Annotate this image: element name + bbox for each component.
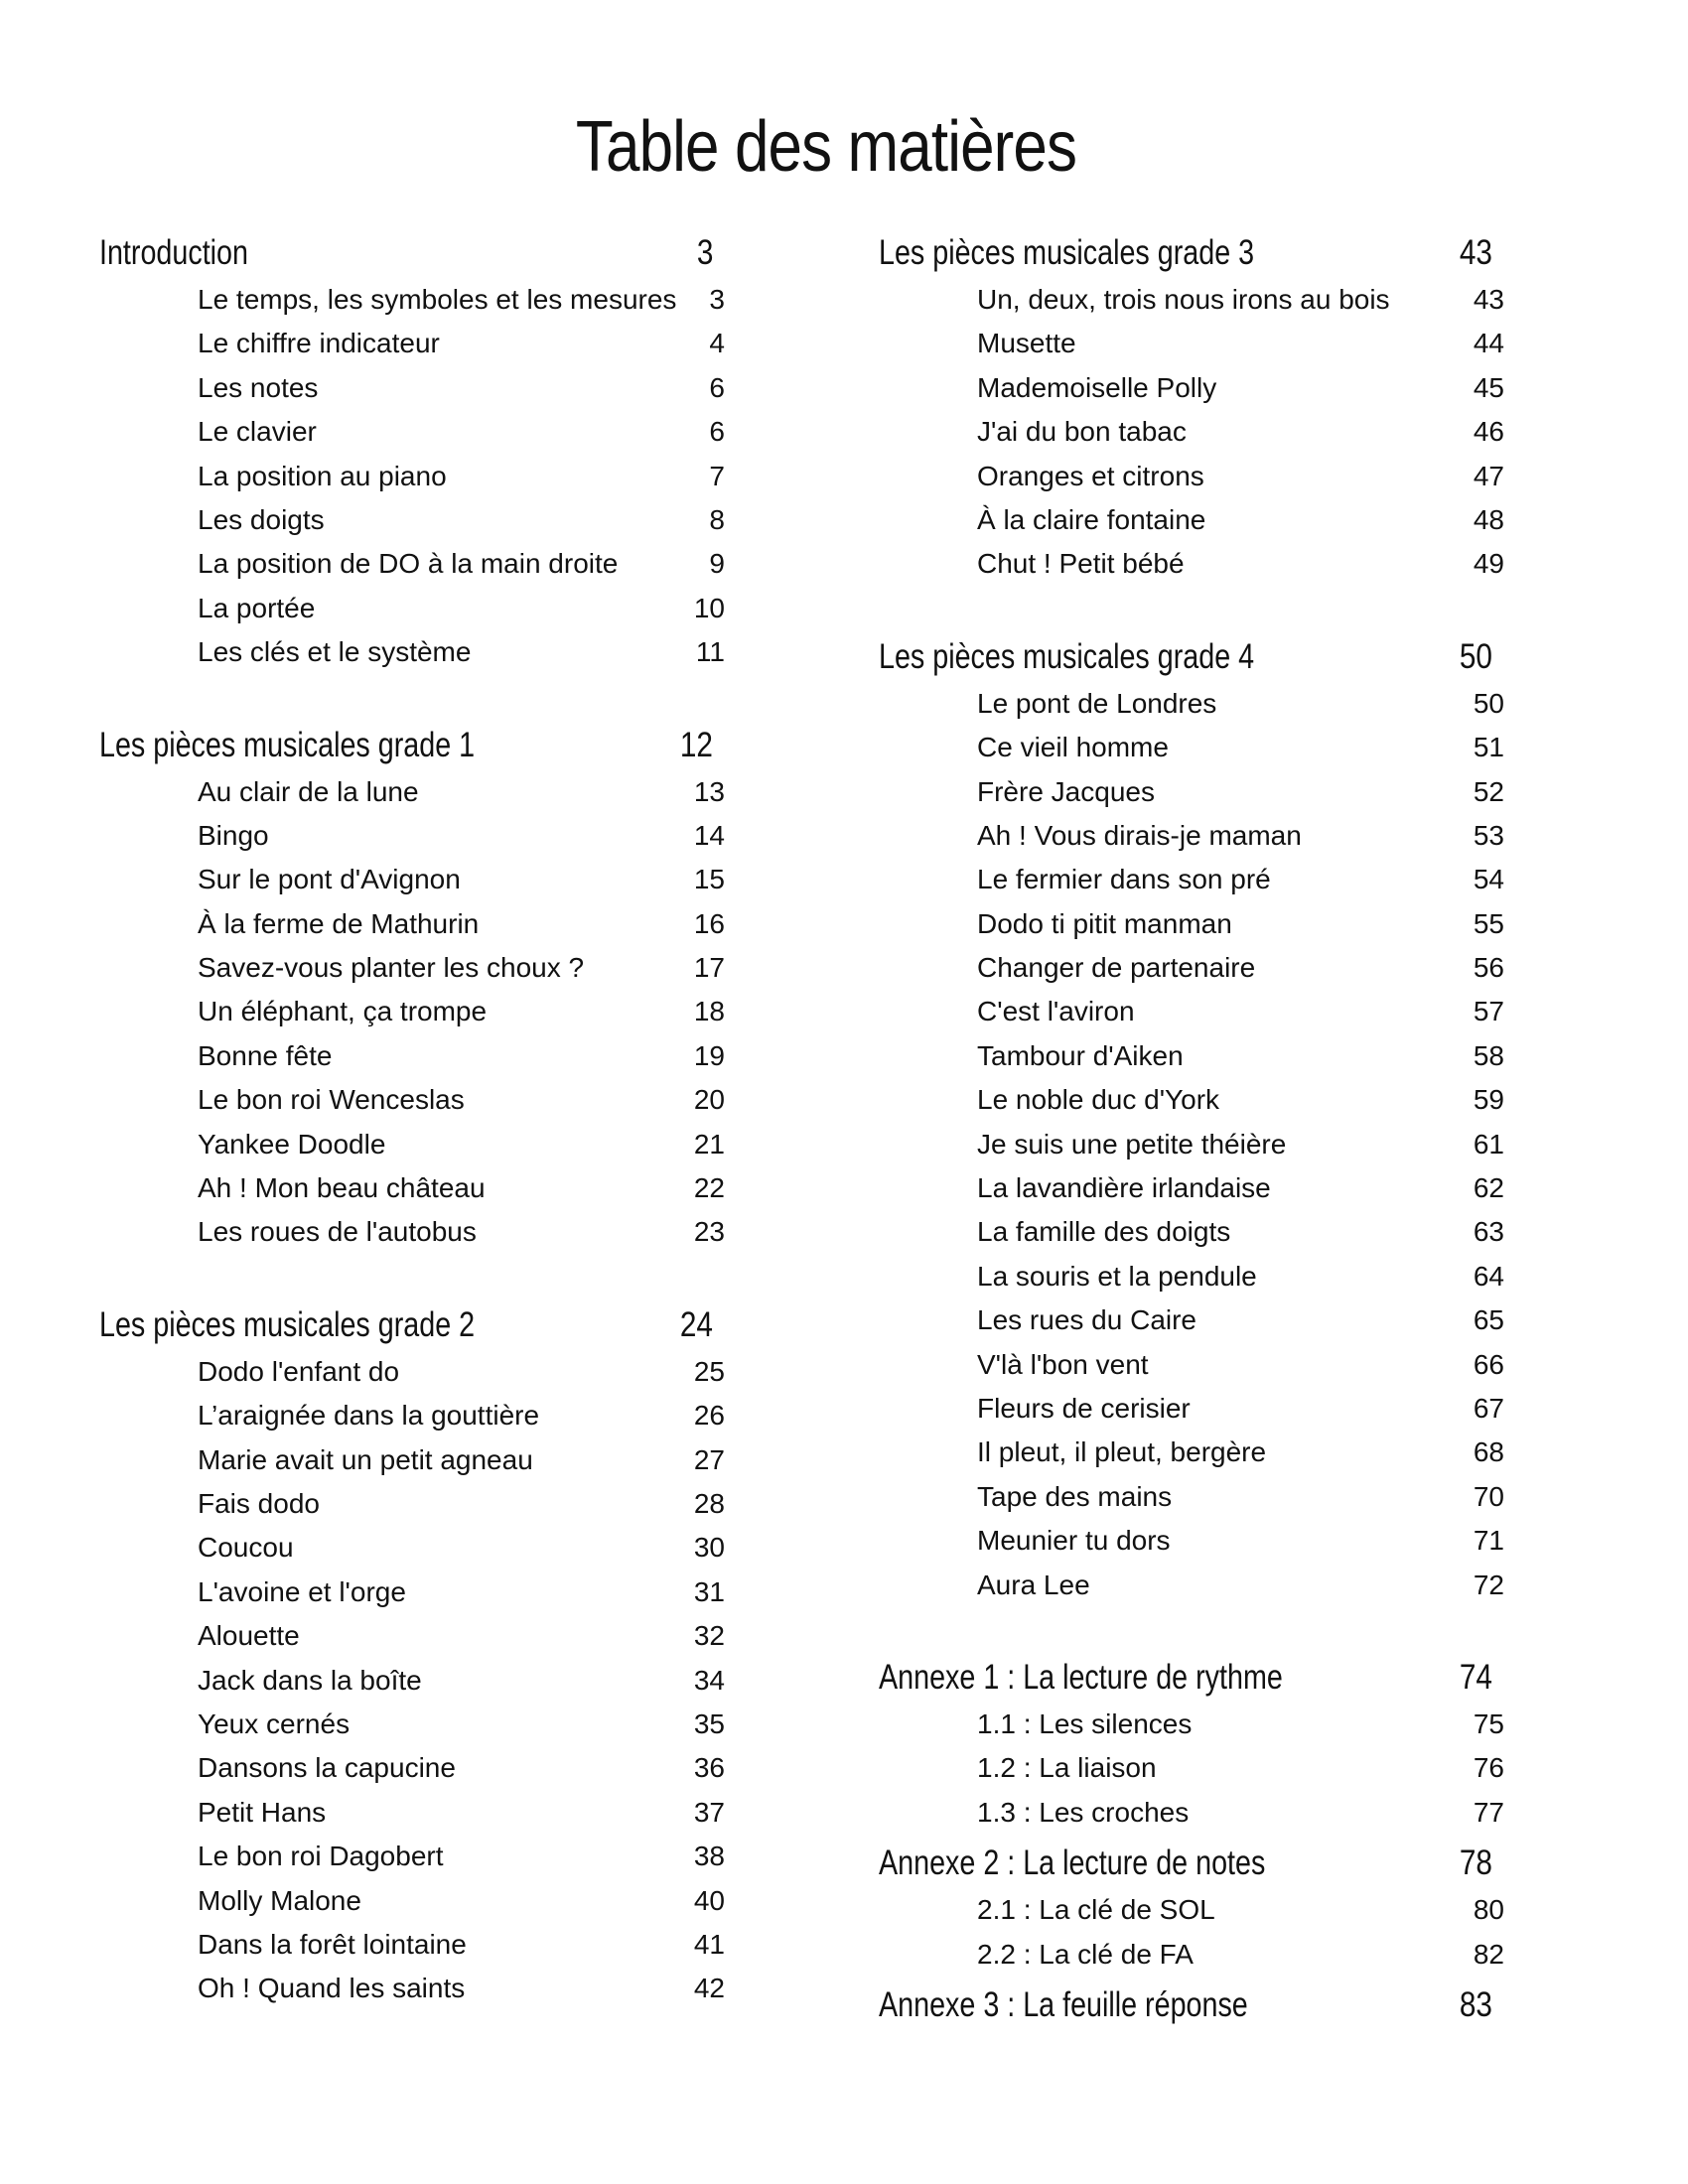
entry-title: Aura Lee	[977, 1569, 1090, 1600]
section-heading[interactable]	[879, 1839, 1504, 1888]
entry-title: Tambour d'Aiken	[977, 1039, 1184, 1071]
toc-entry[interactable]	[879, 1475, 1504, 1519]
toc-section	[99, 1300, 725, 2011]
entry-title: La position au piano	[198, 460, 447, 491]
entry-page-number: 25	[693, 1355, 725, 1387]
entry-title: Dodo l'enfant do	[198, 1355, 400, 1387]
toc-entry[interactable]	[99, 587, 725, 630]
toc-entry[interactable]	[879, 1298, 1504, 1342]
toc-entry[interactable]	[879, 1431, 1504, 1474]
entry-page-number: 22	[693, 1172, 725, 1204]
entry-title: Fais dodo	[198, 1487, 320, 1519]
entry-page-number: 10	[693, 592, 725, 623]
entry-page-number: 38	[693, 1841, 725, 1872]
entry-title: Musette	[977, 328, 1076, 359]
toc-entry[interactable]	[99, 1703, 725, 1746]
entry-title: Sur le pont d'Avignon	[198, 864, 461, 895]
entry-title: Le fermier dans son pré	[977, 864, 1271, 895]
toc-column-left	[99, 228, 725, 2011]
entry-page-number: 71	[1473, 1525, 1504, 1557]
section-page-number: 3	[696, 233, 713, 272]
entry-title: Le pont de Londres	[977, 687, 1217, 719]
entry-title: Ce vieil homme	[977, 732, 1169, 763]
entry-title: 2.2 : La clé de FA	[977, 1938, 1194, 1970]
toc-entry[interactable]	[879, 946, 1504, 990]
entry-page-number: 21	[693, 1128, 725, 1160]
entry-page-number: 31	[693, 1575, 725, 1607]
section-heading[interactable]	[879, 1980, 1504, 2030]
entry-page-number: 80	[1473, 1894, 1504, 1926]
entry-page-number: 35	[693, 1707, 725, 1739]
section-page-number: 78	[1459, 1843, 1492, 1883]
toc-entry[interactable]	[99, 1078, 725, 1122]
section-page-number: 12	[679, 725, 713, 764]
entry-title: Bingo	[198, 819, 269, 851]
entry-title: Les clés et le système	[198, 636, 472, 668]
toc-entry[interactable]	[99, 858, 725, 901]
entry-title: 1.2 : La liaison	[977, 1752, 1157, 1784]
section-title: Les pièces musicales grade 4	[879, 636, 1255, 676]
toc-entry[interactable]	[879, 410, 1504, 454]
entry-page-number: 77	[1473, 1796, 1504, 1828]
entry-title: Le noble duc d'York	[977, 1084, 1220, 1116]
entry-page-number: 28	[693, 1487, 725, 1519]
section-page-number: 24	[679, 1304, 713, 1344]
toc-entry[interactable]	[879, 1791, 1504, 1835]
entry-title: Yeux cernés	[198, 1707, 351, 1739]
toc-entry[interactable]	[99, 278, 725, 322]
entry-title: Ah ! Mon beau château	[198, 1172, 486, 1204]
entry-page-number: 32	[693, 1620, 725, 1652]
entry-page-number: 18	[693, 996, 725, 1027]
entry-page-number: 14	[693, 819, 725, 851]
entry-page-number: 75	[1473, 1707, 1504, 1739]
toc-entry[interactable]	[879, 498, 1504, 542]
toc-section	[879, 632, 1504, 1607]
toc-section	[879, 1653, 1504, 1835]
toc-entry[interactable]	[879, 1746, 1504, 1790]
entry-title: Au clair de la lune	[198, 775, 419, 807]
toc-entry[interactable]	[99, 1746, 725, 1790]
entry-page-number: 20	[693, 1084, 725, 1116]
toc-entry[interactable]	[99, 1210, 725, 1254]
section-heading[interactable]	[879, 1653, 1504, 1703]
toc-entry[interactable]	[99, 1791, 725, 1835]
toc-entry[interactable]	[879, 1703, 1504, 1746]
toc-entry[interactable]	[879, 1343, 1504, 1387]
entry-page-number: 17	[693, 952, 725, 984]
section-title: Les pièces musicales grade 2	[99, 1304, 476, 1344]
entry-title: La position de DO à la main droite	[198, 548, 619, 580]
entry-page-number: 49	[1473, 548, 1504, 580]
entry-title: Coucou	[198, 1532, 294, 1564]
entry-page-number: 40	[693, 1884, 725, 1916]
entry-page-number: 8	[709, 503, 725, 535]
entry-page-number: 6	[709, 416, 725, 448]
entry-page-number: 44	[1473, 328, 1504, 359]
toc-entry[interactable]	[879, 1519, 1504, 1563]
toc-entry[interactable]	[99, 770, 725, 814]
entry-title: Jack dans la boîte	[198, 1664, 422, 1696]
entry-page-number: 56	[1473, 952, 1504, 984]
entry-page-number: 36	[693, 1752, 725, 1784]
section-spacer	[879, 587, 1504, 632]
toc-entry[interactable]	[879, 1034, 1504, 1078]
entry-page-number: 65	[1473, 1304, 1504, 1336]
section-page-number: 43	[1459, 233, 1492, 272]
entry-title: Changer de partenaire	[977, 952, 1256, 984]
entry-page-number: 72	[1473, 1569, 1504, 1600]
entry-page-number: 27	[693, 1443, 725, 1475]
toc-entry[interactable]	[879, 1078, 1504, 1122]
entry-page-number: 58	[1473, 1039, 1504, 1071]
toc-entry[interactable]	[99, 814, 725, 858]
toc-entry[interactable]	[879, 682, 1504, 726]
page-title: Table des matières	[575, 107, 1077, 187]
entry-page-number: 16	[693, 907, 725, 939]
entry-page-number: 43	[1473, 284, 1504, 315]
section-heading[interactable]	[879, 632, 1504, 682]
entry-title: À la claire fontaine	[977, 503, 1206, 535]
entry-page-number: 68	[1473, 1436, 1504, 1468]
entry-page-number: 26	[693, 1400, 725, 1432]
entry-page-number: 42	[693, 1973, 725, 2004]
entry-page-number: 11	[695, 636, 725, 668]
toc-entry[interactable]	[99, 1614, 725, 1658]
section-heading[interactable]	[99, 1300, 725, 1350]
entry-page-number: 46	[1473, 416, 1504, 448]
toc-entry[interactable]	[879, 726, 1504, 769]
entry-title: Oh ! Quand les saints	[198, 1973, 466, 2004]
entry-title: Le temps, les symboles et les mesures	[198, 284, 677, 315]
section-heading[interactable]	[99, 721, 725, 770]
entry-title: Dansons la capucine	[198, 1752, 456, 1784]
entry-page-number: 66	[1473, 1348, 1504, 1380]
toc-entry[interactable]	[879, 278, 1504, 322]
entry-page-number: 67	[1473, 1392, 1504, 1424]
toc-entry[interactable]	[879, 1123, 1504, 1166]
entry-page-number: 37	[693, 1796, 725, 1828]
entry-page-number: 59	[1473, 1084, 1504, 1116]
entry-page-number: 30	[693, 1532, 725, 1564]
toc-section	[99, 228, 725, 675]
toc-entry[interactable]	[99, 1923, 725, 1967]
entry-title: Les rues du Caire	[977, 1304, 1197, 1336]
entry-title: Un, deux, trois nous irons au bois	[977, 284, 1390, 315]
section-title: Les pièces musicales grade 3	[879, 233, 1255, 272]
section-spacer	[99, 1255, 725, 1300]
toc-entry[interactable]	[879, 990, 1504, 1033]
entry-title: Savez-vous planter les choux ?	[198, 952, 585, 984]
entry-page-number: 7	[709, 460, 725, 491]
toc-entry[interactable]	[879, 770, 1504, 814]
entry-page-number: 53	[1473, 819, 1504, 851]
entry-title: Frère Jacques	[977, 775, 1155, 807]
toc-entry[interactable]	[879, 902, 1504, 946]
section-heading[interactable]	[99, 228, 725, 278]
entry-page-number: 34	[693, 1664, 725, 1696]
entry-title: 1.3 : Les croches	[977, 1796, 1190, 1828]
toc-entry[interactable]	[99, 1482, 725, 1526]
toc-entry[interactable]	[879, 1387, 1504, 1431]
entry-title: Je suis une petite théière	[977, 1128, 1287, 1160]
entry-page-number: 55	[1473, 907, 1504, 939]
toc-entry[interactable]	[99, 1967, 725, 2010]
toc-entry[interactable]	[99, 455, 725, 498]
entry-page-number: 13	[693, 775, 725, 807]
section-page-number: 83	[1459, 1984, 1492, 2024]
entry-page-number: 9	[709, 548, 725, 580]
section-page-number: 50	[1459, 636, 1492, 676]
toc-entry[interactable]	[99, 630, 725, 674]
entry-page-number: 45	[1473, 371, 1504, 403]
toc-entry[interactable]	[879, 322, 1504, 365]
entry-title: L’araignée dans la gouttière	[198, 1400, 540, 1432]
toc-entry[interactable]	[99, 902, 725, 946]
entry-page-number: 62	[1473, 1172, 1504, 1204]
toc-entry[interactable]	[99, 1526, 725, 1570]
section-spacer	[99, 675, 725, 721]
toc-entry[interactable]	[99, 1394, 725, 1437]
toc-entry[interactable]	[99, 542, 725, 586]
toc-entry[interactable]	[879, 1210, 1504, 1254]
entry-title: Fleurs de cerisier	[977, 1392, 1191, 1424]
entry-page-number: 63	[1473, 1216, 1504, 1248]
entry-title: À la ferme de Mathurin	[198, 907, 480, 939]
toc-entry[interactable]	[99, 1835, 725, 1878]
toc-entry[interactable]	[879, 1888, 1504, 1932]
toc-entry[interactable]	[99, 498, 725, 542]
entry-page-number: 3	[709, 284, 725, 315]
toc-entry[interactable]	[879, 1255, 1504, 1298]
section-page-number: 74	[1459, 1657, 1492, 1697]
entry-title: Tape des mains	[977, 1480, 1173, 1512]
entry-title: Yankee Doodle	[198, 1128, 386, 1160]
toc-entry[interactable]	[99, 1570, 725, 1614]
entry-title: Le bon roi Dagobert	[198, 1841, 444, 1872]
entry-title: 2.1 : La clé de SOL	[977, 1894, 1215, 1926]
entry-title: Meunier tu dors	[977, 1525, 1171, 1557]
toc-entry[interactable]	[99, 1659, 725, 1703]
entry-title: La lavandière irlandaise	[977, 1172, 1271, 1204]
entry-title: Le bon roi Wenceslas	[198, 1084, 465, 1116]
entry-title: Alouette	[198, 1620, 300, 1652]
entry-page-number: 48	[1473, 503, 1504, 535]
entry-page-number: 70	[1473, 1480, 1504, 1512]
entry-title: Dans la forêt lointaine	[198, 1928, 467, 1960]
entry-title: La famille des doigts	[977, 1216, 1231, 1248]
section-title: Annexe 1 : La lecture de rythme	[879, 1657, 1283, 1697]
entry-title: Les doigts	[198, 503, 325, 535]
entry-page-number: 61	[1473, 1128, 1504, 1160]
entry-title: Le chiffre indicateur	[198, 328, 440, 359]
toc-entry[interactable]	[879, 366, 1504, 410]
entry-title: 1.1 : Les silences	[977, 1707, 1193, 1739]
entry-title: C'est l'aviron	[977, 996, 1135, 1027]
section-spacer	[879, 1607, 1504, 1653]
toc-entry[interactable]	[99, 946, 725, 990]
entry-title: La portée	[198, 592, 316, 623]
entry-title: Les notes	[198, 371, 319, 403]
toc-entry[interactable]	[99, 410, 725, 454]
entry-title: Bonne fête	[198, 1039, 333, 1071]
entry-title: Chut ! Petit bébé	[977, 548, 1185, 580]
toc-entry[interactable]	[99, 1350, 725, 1394]
entry-title: Oranges et citrons	[977, 460, 1204, 491]
toc-entry[interactable]	[879, 542, 1504, 586]
section-title: Annexe 2 : La lecture de notes	[879, 1843, 1266, 1883]
entry-page-number: 54	[1473, 864, 1504, 895]
entry-page-number: 51	[1473, 732, 1504, 763]
entry-title: Petit Hans	[198, 1796, 327, 1828]
toc-entry[interactable]	[99, 366, 725, 410]
entry-title: J'ai du bon tabac	[977, 416, 1187, 448]
entry-title: La souris et la pendule	[977, 1260, 1257, 1292]
toc-entry[interactable]	[99, 990, 725, 1033]
toc-column-right	[879, 228, 1504, 2030]
entry-page-number: 23	[693, 1216, 725, 1248]
toc-entry[interactable]	[879, 814, 1504, 858]
entry-title: Marie avait un petit agneau	[198, 1443, 533, 1475]
toc-entry[interactable]	[879, 455, 1504, 498]
toc-entry[interactable]	[99, 1166, 725, 1210]
entry-page-number: 19	[693, 1039, 725, 1071]
entry-page-number: 47	[1473, 460, 1504, 491]
toc-entry[interactable]	[99, 1123, 725, 1166]
entry-title: Dodo ti pitit manman	[977, 907, 1232, 939]
toc-entry[interactable]	[99, 1034, 725, 1078]
toc-entry[interactable]	[99, 1438, 725, 1482]
entry-page-number: 50	[1473, 687, 1504, 719]
toc-entry[interactable]	[879, 858, 1504, 901]
entry-title: Un éléphant, ça trompe	[198, 996, 488, 1027]
section-title: Les pièces musicales grade 1	[99, 725, 476, 764]
toc-entry[interactable]	[879, 1166, 1504, 1210]
entry-page-number: 4	[709, 328, 725, 359]
toc-section	[879, 1839, 1504, 1977]
toc-entry[interactable]	[99, 1879, 725, 1923]
entry-title: L'avoine et l'orge	[198, 1575, 406, 1607]
entry-title: Il pleut, il pleut, bergère	[977, 1436, 1267, 1468]
entry-page-number: 15	[693, 864, 725, 895]
entry-title: Molly Malone	[198, 1884, 361, 1916]
entry-page-number: 82	[1473, 1938, 1504, 1970]
entry-page-number: 57	[1473, 996, 1504, 1027]
entry-title: Mademoiselle Polly	[977, 371, 1217, 403]
toc-section	[879, 1980, 1504, 2030]
toc-section	[879, 228, 1504, 587]
entry-page-number: 52	[1473, 775, 1504, 807]
section-title: Annexe 3 : La feuille réponse	[879, 1984, 1248, 2024]
section-heading[interactable]	[879, 228, 1504, 278]
entry-page-number: 6	[709, 371, 725, 403]
entry-title: V'là l'bon vent	[977, 1348, 1149, 1380]
toc-entry[interactable]	[99, 322, 725, 365]
entry-page-number: 76	[1473, 1752, 1504, 1784]
entry-title: Le clavier	[198, 416, 317, 448]
section-title: Introduction	[99, 233, 248, 272]
entry-title: Ah ! Vous dirais-je maman	[977, 819, 1302, 851]
entry-page-number: 41	[693, 1928, 725, 1960]
toc-entry[interactable]	[879, 1564, 1504, 1607]
toc-section	[99, 721, 725, 1255]
entry-page-number: 64	[1473, 1260, 1504, 1292]
toc-entry[interactable]	[879, 1933, 1504, 1977]
entry-title: Les roues de l'autobus	[198, 1216, 477, 1248]
